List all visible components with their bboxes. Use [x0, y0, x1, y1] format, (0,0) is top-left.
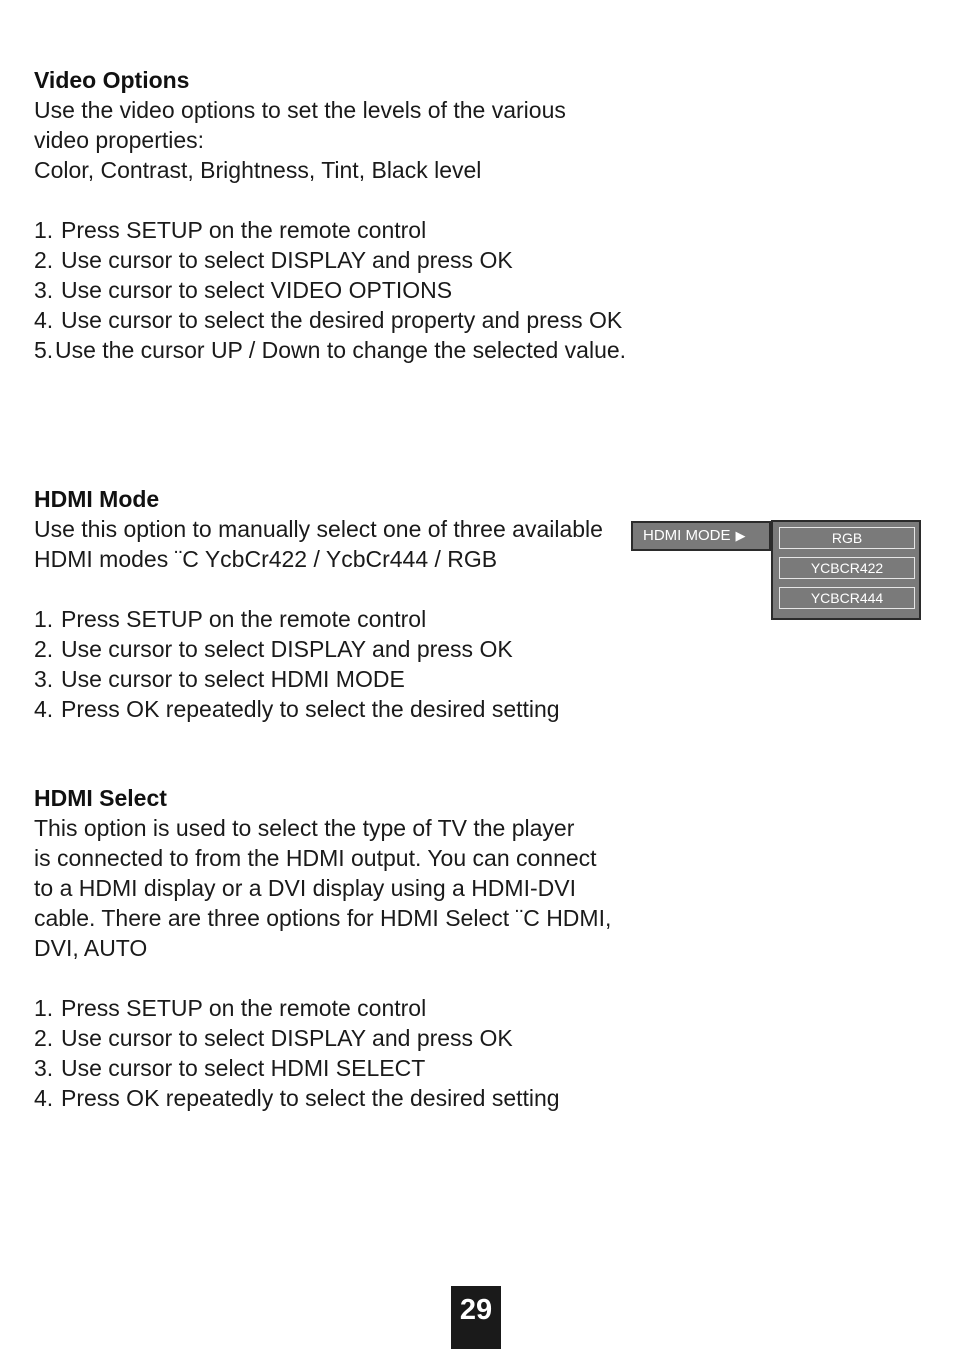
hdmi-select-description-line: DVI, AUTO [34, 935, 148, 961]
video-options-step: 3. Use cursor to select VIDEO OPTIONS [34, 277, 453, 303]
hdmi-select-description-line: This option is used to select the type of TV the player [34, 815, 575, 841]
menu-option-rgb: RGB [779, 527, 915, 549]
hdmi-mode-step: 4. Press OK repeatedly to select the desired setting [34, 696, 560, 722]
menu-option-ycbcr422: YCBCR422 [779, 557, 915, 579]
hdmi-select-description-line: cable. There are three options for HDMI Select ¨C HDMI, [34, 905, 612, 931]
video-options-description-line: Use the video options to set the levels of the various [34, 97, 566, 123]
hdmi-mode-step: 2. Use cursor to select DISPLAY and press OK [34, 636, 513, 662]
hdmi-mode-step: 3. Use cursor to select HDMI MODE [34, 666, 405, 692]
video-options-step: 1. Press SETUP on the remote control [34, 217, 427, 243]
hdmi-select-step: 1. Press SETUP on the remote control [34, 995, 427, 1021]
hdmi-mode-menu-label [631, 521, 771, 551]
video-options-step: 5. Use the cursor UP / Down to change the selected value. [34, 337, 627, 363]
video-options-description-line: Color, Contrast, Brightness, Tint, Black level [34, 157, 482, 183]
play-arrow-icon: ▶ [735, 528, 746, 543]
page-number: 29 [451, 1286, 501, 1349]
hdmi-mode-heading: HDMI Mode [34, 486, 160, 512]
hdmi-mode-menu-options [771, 520, 921, 620]
video-options-step: 4. Use cursor to select the desired property and press OK [34, 307, 623, 333]
video-options-section [34, 65, 634, 365]
hdmi-mode-description-line: HDMI modes ¨C YcbCr422 / YcbCr444 / RGB [34, 546, 498, 572]
hdmi-select-step: 2. Use cursor to select DISPLAY and press OK [34, 1025, 513, 1051]
hdmi-select-description-line: is connected to from the HDMI output. You can connect [34, 845, 597, 871]
hdmi-mode-section [34, 484, 634, 724]
hdmi-select-description-line: to a HDMI display or a DVI display using a HDMI-DVI [34, 875, 576, 901]
hdmi-select-heading: HDMI Select [34, 785, 167, 811]
video-options-heading: Video Options [34, 67, 190, 93]
hdmi-select-section [34, 783, 634, 1113]
video-options-description-line: video properties: [34, 127, 205, 153]
hdmi-mode-menu-label-text: HDMI MODE [643, 527, 731, 544]
hdmi-select-step: 3. Use cursor to select HDMI SELECT [34, 1055, 426, 1081]
video-options-step: 2. Use cursor to select DISPLAY and press OK [34, 247, 513, 273]
hdmi-mode-step: 1. Press SETUP on the remote control [34, 606, 427, 632]
menu-option-ycbcr444: YCBCR444 [779, 587, 915, 609]
hdmi-mode-description-line: Use this option to manually select one of three available [34, 516, 603, 542]
hdmi-select-step: 4. Press OK repeatedly to select the desired setting [34, 1085, 560, 1111]
